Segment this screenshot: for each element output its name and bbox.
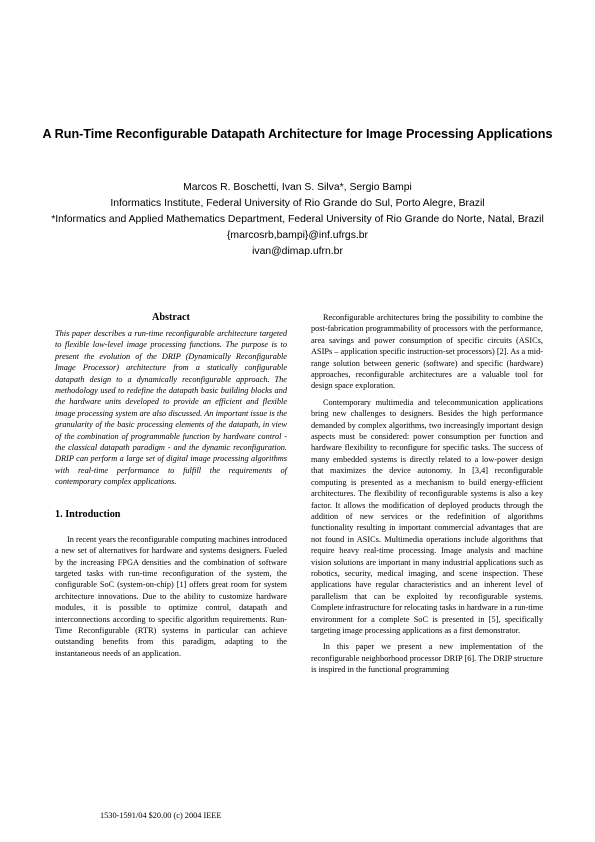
right-column <box>311 312 543 681</box>
email-1: {marcosrb,bampi}@inf.ufrgs.br <box>226 230 369 241</box>
introduction-paragraph-3: Contemporary multimedia and telecommunication applications bring new challenges to designers. Besides the high performance demanded by complex algorithms, two increasingly important design aspects must be considered: power consumption per function and hardware flexibility to reconfigure for specific tasks. The success of many embedded systems is directly related to a low-power design that maximizes the device autonomy. In [3,4] reconfigurable computing is presented as a mechanism to build energy-efficient architectures. The flexibility of reconfigurable systems is also a key factor. It allows the modification of deployed products through the addition of new services or the redefinition of algorithms functionality resulting in important commercial advantages that are not found in ASICs. Multimedia operations include algorithms that require heavy real-time processing. Image analysis and machine vision solutions are important in many industrial applications such as robotics, security, medical imaging, and scene inspection. These applications have regular characteristics and an inherent level of parallelism that can be exploited by reconfigurable systems. Complete infrastructure for relocating tasks in hardware in a run-time environment for a complete SoC is presented in [5], specifically targeting image processing applications as a first demonstrator. <box>311 397 543 635</box>
abstract-heading: Abstract <box>152 312 190 323</box>
affiliation-2: *Informatics and Applied Mathematics Department, Federal University of Rio Grande do Norte, Natal, Brazil <box>51 214 544 225</box>
left-column <box>55 312 287 664</box>
author-block <box>8 180 587 260</box>
abstract-text: This paper describes a run-time reconfigurable architecture targeted to flexible low-level image processing functions. The purpose is to present the evolution of the DRIP (Dynamically Reconfigurable Image Processor) architecture from a statically configurable datapath design to a dynamically reconfigurable approach. The methodology used to redefine the datapath basic building blocks and the hardware units developed to provide an efficient and flexible image processing system are also discussed. An important issue is the granularity of the basic processing elements of the datapath, in view of the combination of programmable function by hardware control - the classical datapath paradigm - and the dynamic reconfiguration. DRIP can perform a large set of digital image processing algorithms with real-time performance to fulfill the requirements of contemporary complex applications. <box>55 329 287 487</box>
introduction-paragraph-2: Reconfigurable architectures bring the possibility to combine the post-fabrication programmability of processors with the performance, area savings and power consumption of specific circuits (ASICs, ASIPs – application specific instruction-set processors) [2]. As a mid-range solution between generic (software) and specific (hardware) approaches, reconfigurable architectures are a valuable tool for design space exploration. <box>311 313 543 391</box>
paper-title: A Run-Time Reconfigurable Datapath Architecture for Image Processing Applications <box>42 127 553 141</box>
introduction-paragraph-1: In recent years the reconfigurable computing machines introduced a new set of alternatives for hardware and systems designers. Fueled by the increasing FPGA densities and the combination of software targeted tasks with run-time reconfiguration of the system, the configurable SoC (system-on-chip) [1] offers great room for system architecture innovations. Due to the ability to customize hardware modules, it is possible to optimize control, datapath and interconnections according to specific algorithm requirements. Run-Time Reconfigurable (RTR) systems in particular can achieve outstanding benefits from this paradigm, adapting to the instantaneous needs of an application. <box>55 534 288 658</box>
email-2: ivan@dimap.ufrn.br <box>252 246 343 257</box>
author-names: Marcos R. Boschetti, Ivan S. Silva*, Sergio Bampi <box>183 182 412 193</box>
introduction-paragraph-4: In this paper we present a new implementation of the reconfigurable neighborhood processor DRIP [6]. The DRIP structure is inspired in the functional programming <box>311 642 543 675</box>
copyright-footer: 1530-1591/04 $20.00 (c) 2004 IEEE <box>100 811 222 820</box>
affiliation-1: Informatics Institute, Federal University of Rio Grande do Sul, Porto Alegre, Brazil <box>110 198 485 209</box>
introduction-heading: 1. Introduction <box>55 508 121 520</box>
